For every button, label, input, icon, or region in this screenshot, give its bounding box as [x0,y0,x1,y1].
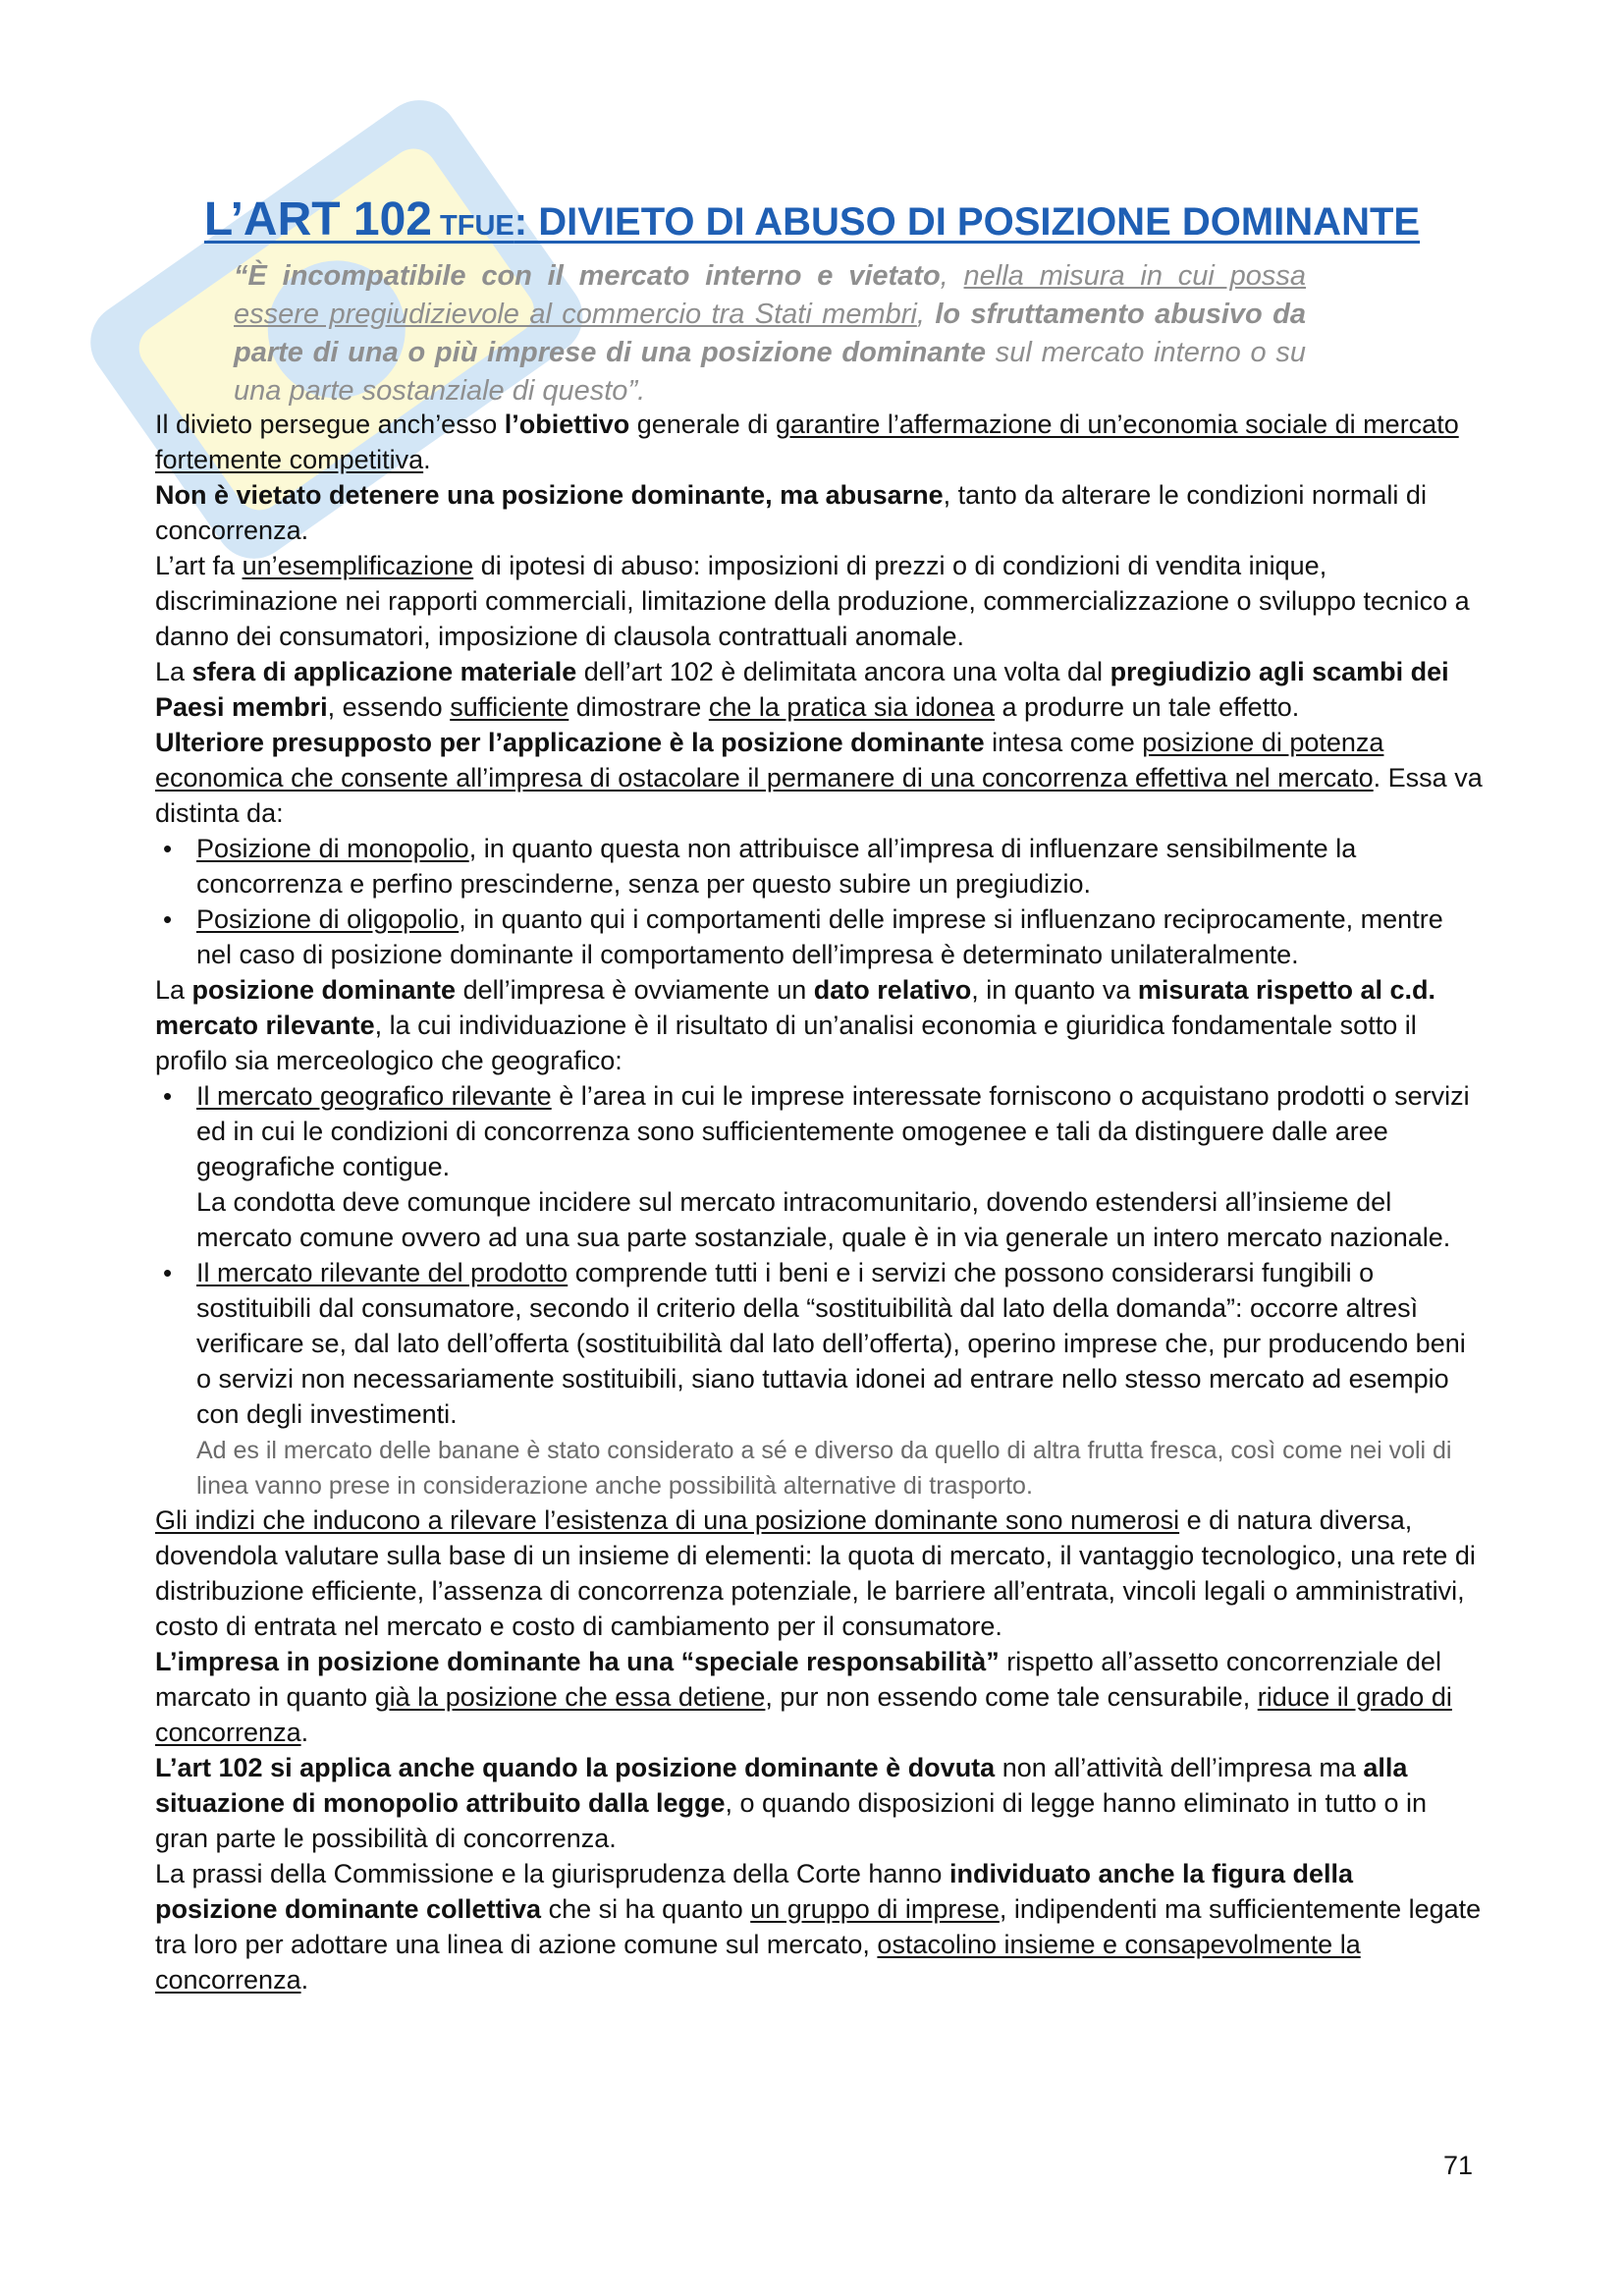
text-run: rispetto all’assetto concorrenziale del marcato in quanto [155,1647,1441,1712]
text-run: garantire l’affermazione di un’economia sociale di mercato fortemente competitiva [155,410,1459,474]
text-run: un gruppo di imprese [750,1894,1000,1924]
text-run: l’obiettivo [504,410,630,439]
title-part-tfue: TFUE [432,210,514,242]
quote-segment: nella misura in cui possa essere pregiudizievole al commercio tra Stati membri [234,260,1307,330]
text-run: L’art 102 si applica anche quando la posizione dominante è dovuta [155,1753,996,1782]
quote-segment: lo sfruttamento abusivo da parte di una o più imprese di una posizione dominante [234,299,1306,368]
text-run: Non è vietato detenere una posizione dominante, ma abusarne [155,480,944,510]
text-run: individuato anche la figura della posizione dominante collettiva [155,1859,1354,1924]
article-quote [234,257,1306,410]
market-list [155,1078,1483,1503]
text-run: non all’attività dell’impresa ma [995,1753,1364,1782]
text-run: , essendo [327,692,451,722]
text-run: sfera di applicazione materiale [191,657,577,686]
text-run: , o quando disposizioni di legge hanno eliminato in tutto o in gran parte le possibilità di concorrenza. [155,1788,1428,1853]
text-run: generale di [629,410,776,439]
text-run: posizione dominante [191,975,457,1005]
text-run: pregiudizio agli scambi dei Paesi membri [155,657,1449,722]
text-run: , in quanto questa non attribuisce all’impresa di influenzare sensibilmente la concorrenza e perfino prescinderne, senza per questo subire un pregiudizio. [196,834,1357,899]
paragraph-dominant-position [155,725,1483,831]
text-run: che la pratica sia idonea [708,692,995,722]
text-run: riduce il grado di concorrenza [155,1682,1452,1747]
paragraph-abuse [155,477,1483,548]
text-run: posizione di potenza economica che consente all’impresa di ostacolare il permanere di una concorrenza effettiva nel mercato [155,728,1384,793]
distinction-list [155,831,1483,972]
text-run: , la cui individuazione è il risultato di un’analisi economia e giuridica fondamentale sotto il profilo sia merceologico che geografico: [155,1011,1417,1075]
list-item [196,1255,1483,1503]
paragraph-responsibility [155,1644,1483,1750]
paragraph-collective-dominance [155,1856,1483,1997]
text-run: ostacolino insieme e consapevolmente la concorrenza [155,1930,1361,1995]
title-part-art: L’ART 102 [203,193,432,246]
quote-segment: , [916,299,936,330]
text-run: La condotta deve comunque incidere sul mercato intracomunitario, dovendo estendersi all’insieme del mercato comune ovvero ad una sua parte sostanziale, quale è in via generale un intero mercato nazionale. [196,1187,1451,1252]
text-run: a produrre un tale effetto. [995,692,1300,722]
text-run: , in quanto qui i comportamenti delle imprese si influenzano reciprocamente, mentre nel caso di posizione dominante il comportamento dell’impresa è determinato unilateralmente. [196,904,1443,969]
text-run: Ulteriore presupposto per l’applicazione è la posizione dominante [155,728,985,757]
text-run: di ipotesi di abuso: imposizioni di prezzi o di condizioni di vendita inique, discriminazione nei rapporti commerciali, limitazione della produzione, commercializzazione o sviluppo tecnico a danno dei consumatori, imposizione di clausola contrattuali anomale. [155,551,1470,651]
text-run: intesa come [984,728,1143,757]
text-run: , in quanto va [971,975,1138,1005]
paragraph-relevant-market [155,972,1483,1078]
text-run: dell’impresa è ovviamente un [456,975,814,1005]
list-item [196,831,1483,902]
text-run: comprende tutti i beni e i servizi che possono considerarsi fungibili o sostituibili dal consumatore, secondo il criterio della “sostituibilità dal lato della domanda”: occorre altresì verificare se, dal lato dell’offerta (sostituibilità dal lato dell’offerta), operino imprese che, pur producendo beni o servizi non necessariamente sostituibili, siano tuttavia idonei ad entrare nello stesso mercato ad esempio con degli investimenti. [196,1258,1466,1429]
quote-segment: sul mercato interno o su una parte sostanziale di questo”. [234,337,1306,407]
text-run: Il mercato rilevante del prodotto [196,1258,568,1287]
text-run: un’esemplificazione [242,551,474,580]
text-run: Posizione di monopolio [196,834,469,863]
text-run: dato relativo [813,975,972,1005]
text-run: che si ha quanto [541,1894,751,1924]
text-run: La prassi della Commissione e la giurisprudenza della Corte hanno [155,1859,949,1888]
page-title [0,192,1624,246]
text-run: alla situazione di monopolio attribuito dalla legge [155,1753,1408,1818]
page-number: 71 [1443,2151,1474,2180]
paragraph-scope [155,654,1483,725]
paragraph-objective [155,407,1483,477]
text-run: Il mercato geografico rilevante [196,1081,552,1111]
example-note: Ad es il mercato delle banane è stato considerato a sé e diverso da quello di altra frutta fresca, così come nei voli di linea vanno prese in considerazione anche possibilità alternative di trasporto. [196,1437,1452,1500]
text-run: misurata rispetto al c.d. mercato rilevante [155,975,1436,1040]
text-run: dell’art 102 è delimitata ancora una volta dal [576,657,1110,686]
text-run: dimostrare [568,692,709,722]
text-run: L’art fa [155,551,243,580]
text-run: . [300,1965,309,1995]
text-run: . [423,445,431,474]
title-part-heading: : DIVIETO DI ABUSO DI POSIZIONE DOMINANTE [514,200,1421,244]
text-run: sufficiente [450,692,569,722]
text-run: . Essa va distinta da: [155,763,1483,828]
list-item [196,1078,1483,1255]
text-run: e di natura diversa, dovendola valutare sulla base di un insieme di elementi: la quota di mercato, il vantaggio tecnologico, una rete di distribuzione efficiente, l’assenza di concorrenza potenziale, le barriere all’entrata, vincoli legali o amministrativi, costo di entrata nel mercato e costo di cambiamento per il consumatore. [155,1505,1476,1641]
text-run: , indipendenti ma sufficientemente legate tra loro per adottare una linea di azione comune sul mercato, [155,1894,1482,1959]
paragraph-examples [155,548,1483,654]
paragraph-legal-monopoly [155,1750,1483,1856]
quote-segment: , [940,260,964,292]
text-run: , pur non essendo come tale censurabile, [765,1682,1258,1712]
text-run: , tanto da alterare le condizioni normali di concorrenza. [155,480,1427,545]
text-run: Il divieto persegue anch’esso [155,410,505,439]
paragraph-indicators [155,1503,1483,1644]
text-run: Gli indizi che inducono a rilevare l’esistenza di una posizione dominante sono numerosi [155,1505,1180,1535]
text-run: già la posizione che essa detiene [374,1682,766,1712]
text-run: La [155,657,192,686]
text-run: L’impresa in posizione dominante ha una “speciale responsabilità” [155,1647,1000,1676]
text-run: La [155,975,192,1005]
text-run: è l’area in cui le imprese interessate forniscono o acquistano prodotti o servizi ed in cui le condizioni di concorrenza sono sufficientemente omogenee e tali da distinguere dalle aree geografiche contigue. [196,1081,1470,1181]
list-item [196,902,1483,972]
text-run: Posizione di oligopolio [196,904,460,934]
text-run: . [300,1718,309,1747]
quote-segment: “È incompatibile con il mercato interno e vietato [234,260,941,292]
document-body [155,407,1483,1997]
